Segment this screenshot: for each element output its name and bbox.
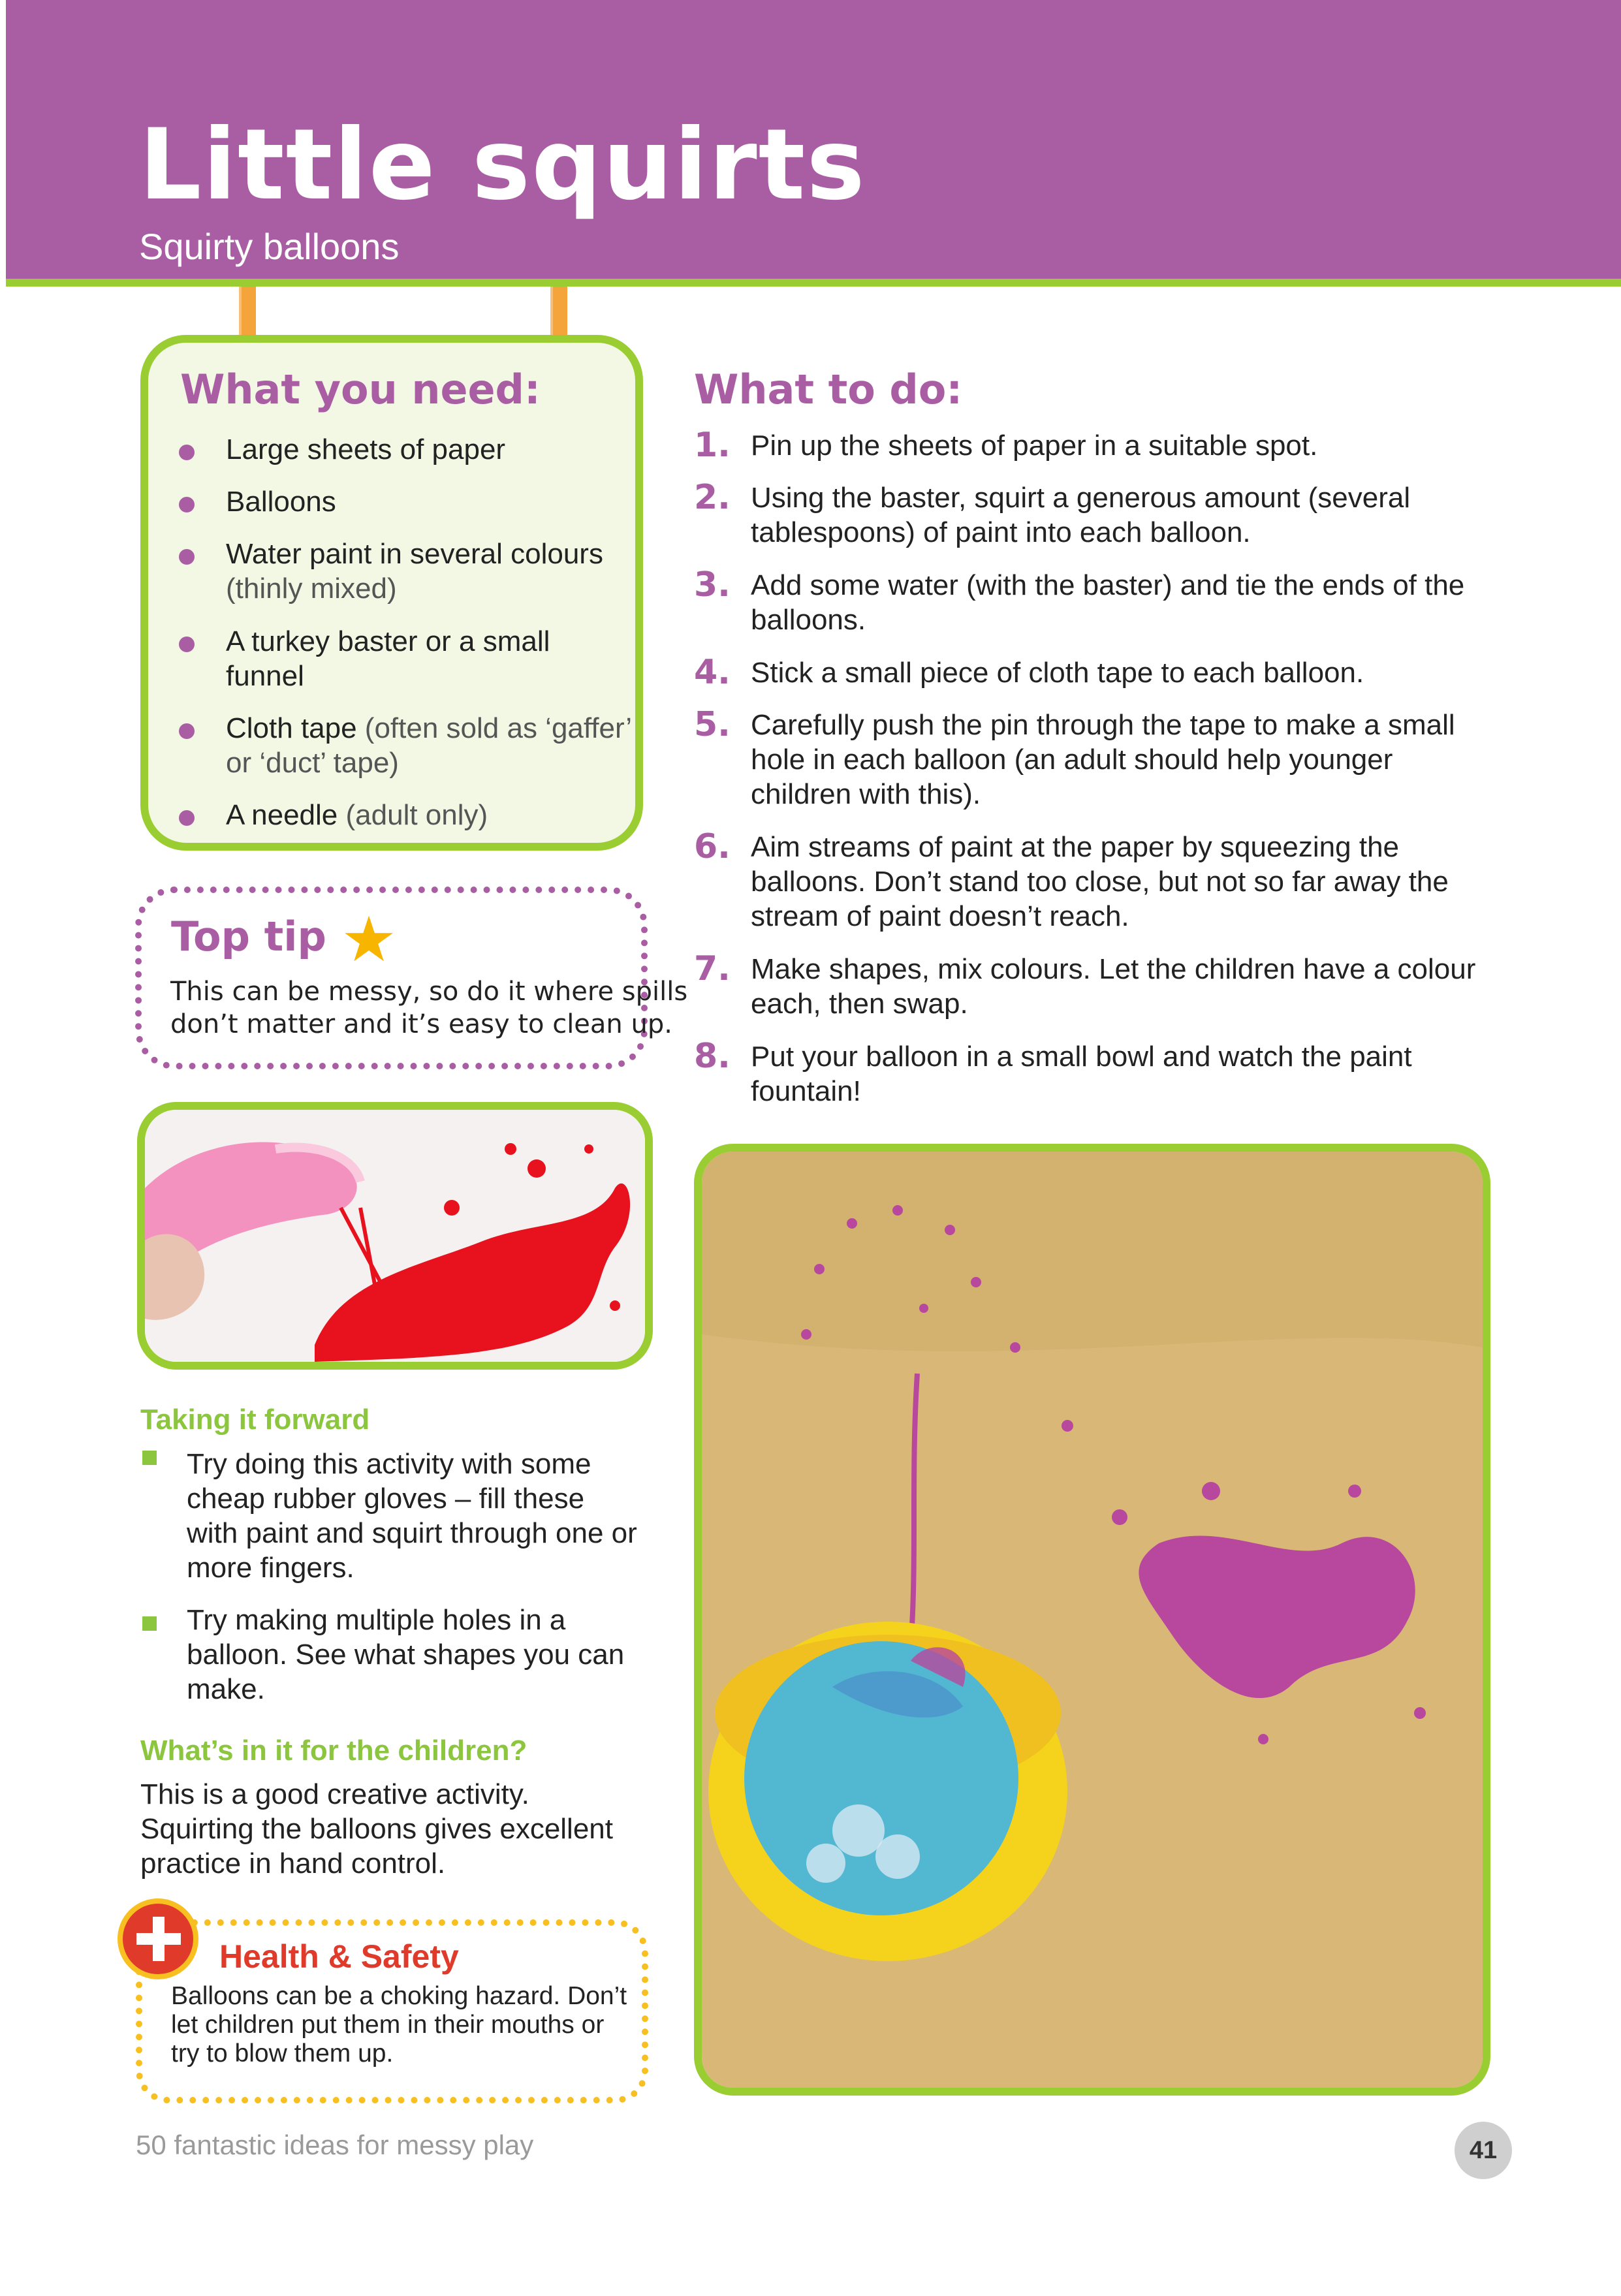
step-number: 1. xyxy=(694,426,731,465)
step-text: balloons. Don’t stand too close, but not so far away the xyxy=(751,866,1449,898)
hanging-string-right xyxy=(550,287,567,338)
page-title: Little squirts xyxy=(139,108,866,222)
square-bullet-icon xyxy=(142,1616,157,1631)
what-to-do-heading: What to do: xyxy=(694,366,963,413)
step-text: Using the baster, squirt a generous amount (several xyxy=(751,482,1411,514)
step-text: each, then swap. xyxy=(751,988,968,1020)
children-line: Squirting the balloons gives excellent xyxy=(140,1813,614,1845)
bullet-dot-icon xyxy=(179,723,195,739)
balloon-squirting-photo xyxy=(137,1102,653,1370)
taking-it-forward-heading: Taking it forward xyxy=(140,1404,370,1436)
step-text: Make shapes, mix colours. Let the children have a colour xyxy=(751,953,1476,985)
star-icon: ★ xyxy=(341,905,398,975)
top-tip-line: don’t matter and it’s easy to clean up. xyxy=(170,1009,672,1039)
step-number: 4. xyxy=(694,653,731,692)
book-title-footer: 50 fantastic ideas for messy play xyxy=(136,2130,534,2160)
forward-item-line: with paint and squirt through one or xyxy=(187,1517,637,1549)
bullet-dot-icon xyxy=(179,549,195,565)
page-number: 41 xyxy=(1455,2122,1512,2179)
top-tip-heading: Top tip xyxy=(171,913,326,960)
bullet-dot-icon xyxy=(179,445,195,460)
step-text: fountain! xyxy=(751,1075,861,1107)
photo-illustration xyxy=(145,1110,645,1362)
step-number: 8. xyxy=(694,1037,731,1076)
children-line: This is a good creative activity. xyxy=(140,1778,529,1810)
step-text: Aim streams of paint at the paper by squeezing the xyxy=(751,831,1400,863)
forward-item-line: more fingers. xyxy=(187,1552,354,1584)
what-you-need-heading: What you need: xyxy=(180,366,541,413)
balloon-fountain-photo xyxy=(694,1144,1490,2096)
forward-item-line: make. xyxy=(187,1673,265,1705)
health-safety-heading: Health & Safety xyxy=(219,1938,459,1975)
children-heading: What’s in it for the children? xyxy=(140,1735,527,1767)
step-text: Carefully push the pin through the tape to make a small xyxy=(751,709,1455,741)
step-text: Add some water (with the baster) and tie the ends of the xyxy=(751,569,1465,601)
step-text: children with this). xyxy=(751,778,981,810)
photo-illustration xyxy=(702,1152,1483,2088)
step-text: stream of paint doesn’t reach. xyxy=(751,900,1129,932)
step-number: 6. xyxy=(694,827,731,866)
health-safety-line: let children put them in their mouths or xyxy=(171,2011,605,2039)
first-aid-cross-icon xyxy=(118,1898,198,1979)
header-divider xyxy=(6,279,1621,287)
step-text: Put your balloon in a small bowl and watch the paint xyxy=(751,1041,1412,1073)
step-number: 5. xyxy=(694,705,731,744)
step-text: Stick a small piece of cloth tape to each balloon. xyxy=(751,657,1364,689)
bullet-dot-icon xyxy=(179,637,195,652)
forward-item-line: balloon. See what shapes you can xyxy=(187,1639,625,1671)
step-number: 3. xyxy=(694,565,731,605)
bullet-dot-icon xyxy=(179,497,195,512)
children-line: practice in hand control. xyxy=(140,1848,446,1879)
top-tip-line: This can be messy, so do it where spills xyxy=(170,977,688,1007)
forward-item-line: Try making multiple holes in a xyxy=(187,1604,566,1636)
step-text: hole in each balloon (an adult should help younger xyxy=(751,744,1393,776)
hanging-string-left xyxy=(239,287,256,338)
health-safety-line: Balloons can be a choking hazard. Don’t xyxy=(171,1982,627,2010)
step-text: balloons. xyxy=(751,604,866,636)
health-safety-line: try to blow them up. xyxy=(171,2039,394,2068)
square-bullet-icon xyxy=(142,1451,157,1465)
forward-item-line: Try doing this activity with some xyxy=(187,1448,591,1480)
step-text: tablespoons) of paint into each balloon. xyxy=(751,516,1251,548)
step-text: Pin up the sheets of paper in a suitable spot. xyxy=(751,430,1318,462)
step-number: 2. xyxy=(694,478,731,517)
bullet-dot-icon xyxy=(179,810,195,826)
step-number: 7. xyxy=(694,949,731,988)
page-subtitle: Squirty balloons xyxy=(139,226,400,267)
forward-item-line: cheap rubber gloves – fill these xyxy=(187,1483,585,1515)
